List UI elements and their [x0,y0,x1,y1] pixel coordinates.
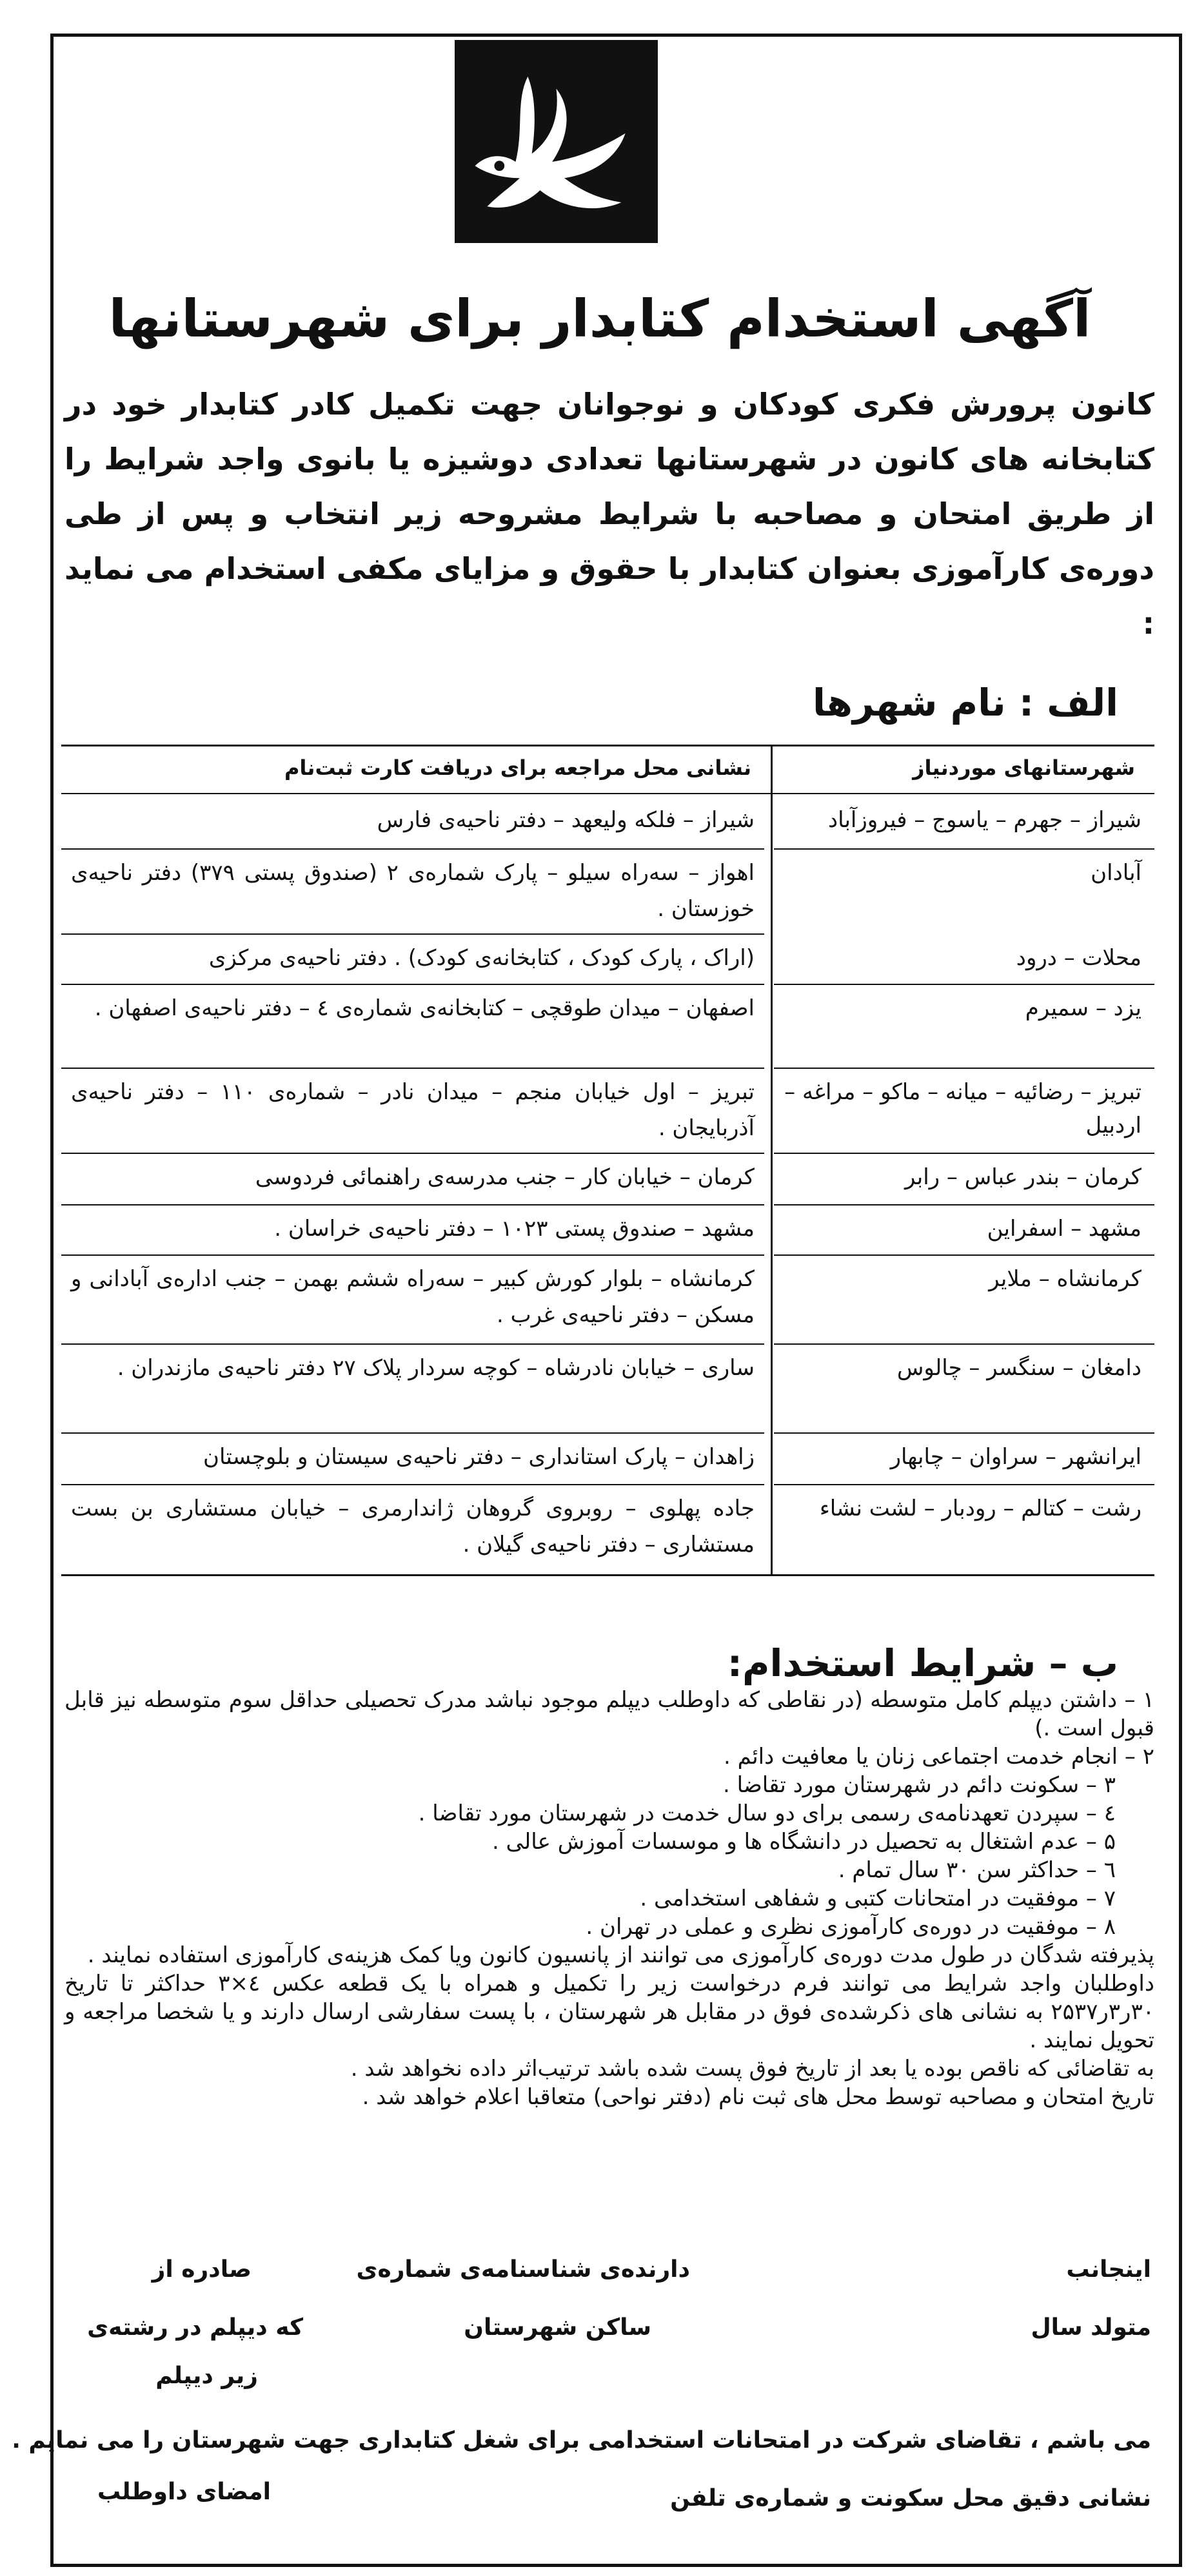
form-label-below-diploma: زیر دیپلم [155,2363,258,2389]
table-row [61,1485,1154,1576]
section-b-heading: ب – شرایط استخدام: [727,1641,1118,1685]
condition-item: ٦ – حداکثر سن ۳۰ سال تمام . [838,1857,1116,1883]
row-address: کرمان – خیابان کار – جنب مدرسه‌ی راهنمائی فردوسی [255,1164,755,1190]
column-header-cities: شهرستانهای موردنیاز [913,756,1135,780]
form-label-resident-of: ساکن شهرستان [464,2314,651,2341]
row-city: یزد – سمیرم [1025,995,1142,1021]
row-city: تبریز – رضائیه – میانه – ماکو – مراغه – اردبیل [784,1079,1142,1138]
form-label-undersigned: اینجانب [1066,2256,1151,2283]
form-label-id-holder: دارنده‌ی شناسنامه‌ی شماره‌ی [356,2256,690,2283]
row-city: محلات – درود [1016,945,1142,971]
row-city: مشهد – اسفراین [987,1216,1142,1242]
kanoon-bird-logo [455,40,658,243]
application-form [12,2256,1154,2553]
form-label-born-year: متولد سال [1031,2314,1151,2341]
note-incomplete: به تقاضائی که ناقص بوده یا بعد از تاریخ فوق پست شده باشد ترتیب‌اثر داده نخواهد شد . [350,2056,1154,2082]
row-address: زاهدان – پارک استانداری – دفتر ناحیه‌ی سیستان و بلوچستان [203,1444,755,1470]
condition-item: ۵ – عدم اشتغال به تحصیل در دانشگاه ها و موسسات آموزش عالی . [491,1829,1116,1855]
table-row [61,1256,1154,1345]
ad-title: آگهی استخدام کتابدار برای شهرستانها [108,289,1091,349]
condition-item: ۱ – داشتن دیپلم کامل متوسطه (در نقاطی که داوطلب دیپلم موجود نباشد مدرک تحصیلی حداقل سوم متوسطه نیز قابل قبول است .) [64,1687,1154,1741]
column-header-address: نشانی محل مراجعه برای دریافت کارت ثبت‌نام [284,756,751,780]
form-request-text: می باشم ، تقاضای شرکت در امتحانات استخدامی برای شغل کتابداری جهت شهرستان را می نمایم . [12,2427,1151,2454]
row-city: رشت – کتالم – رودبار – لشت نشاء [819,1496,1142,1521]
row-address: ساری – خیابان نادرشاه – کوچه سردار پلاک ۲۷ دفتر ناحیه‌ی مازندران . [117,1355,755,1381]
row-city: کرمان – بندر عباس – رابر [904,1164,1142,1190]
cities-table [61,745,1154,1576]
section-a-heading: الف : نام شهرها [813,681,1118,725]
row-address: اهواز – سه‌راه سیلو – پارک شماره‌ی ۲ (صندوق پستی ۳۷۹) دفتر ناحیه‌ی خوزستان . [71,860,755,922]
form-label-signature: امضای داوطلب [97,2479,271,2505]
table-row [61,797,1154,850]
row-address: اصفهان – میدان طوقچی – کتابخانه‌ی شماره‌ی ٤ – دفتر ناحیه‌ی اصفهان . [94,995,755,1021]
table-row [61,1205,1154,1256]
row-address: (اراک ، پارک کودک ، کتابخانه‌ی کودک) . دفتر ناحیه‌ی مرکزی [208,945,755,971]
row-city: شیراز – جهرم – یاسوج – فیروزآباد [827,807,1142,833]
table-row [61,1345,1154,1434]
row-city: ایرانشهر – سراوان – چابهار [890,1444,1142,1470]
table-row [61,935,1154,985]
note-trainees: پذیرفته شدگان در طول مدت دوره‌ی کارآموزی می توانند از پانسیون کانون ویا کمک هزینه‌ی کارآموزی استفاده نمایند . [87,1942,1154,1968]
note-dates: تاریخ امتحان و مصاحبه توسط محل های ثبت نام (دفتر نواحی) متعاقبا اعلام خواهد شد . [362,2084,1154,2110]
table-row [61,985,1154,1069]
intro-paragraph: کانون پرورش فکری کودکان و نوجوانان جهت تکمیل کادر کتابدار خود در کتابخانه های کانون در شهرستانها تعدادی دوشیزه یا بانوی واجد شرایط را از طریق امتحان و مصاحبه با شرایط مشروحه زیر انتخاب و پس از طی دوره‌ی کارآموزی بعنوان کتابدار با حقوق و مزایای مکفی استخدام می نماید : [64,387,1154,641]
row-city: آبادان [1091,860,1142,886]
row-address: شیراز – فلکه ولیعهد – دفتر ناحیه‌ی فارس [377,807,755,833]
table-row [61,850,1154,935]
row-address: مشهد – صندوق پستی ۱۰۲۳ – دفتر ناحیه‌ی خراسان . [274,1216,755,1242]
condition-item: ۷ – موفقیت در امتحانات کتبی و شفاهی استخدامی . [640,1886,1116,1911]
table-header-divider [61,793,1154,794]
condition-item: ۸ – موفقیت در دوره‌ی کارآموزی نظری و عملی در تهران . [586,1914,1116,1940]
row-address: کرمانشاه – بلوار کورش کبیر – سه‌راه ششم بهمن – جنب اداره‌ی آبادانی و مسکن – دفتر ناحیه‌ی غرب . [71,1266,755,1328]
row-address: جاده پهلوی – روبروی گروهان ژاندارمری – خیابان مستشاری بن بست مستشاری – دفتر ناحیه‌ی گیلان . [71,1496,755,1557]
condition-item: ٤ – سپردن تعهدنامه‌ی رسمی برای دو سال خدمت در شهرستان مورد تقاضا . [418,1800,1116,1826]
row-city: دامغان – سنگسر – چالوس [896,1355,1142,1381]
condition-item: ۳ – سکونت دائم در شهرستان مورد تقاضا . [722,1772,1116,1798]
form-label-address-phone: نشانی دقیق محل سکونت و شماره‌ی تلفن [670,2485,1151,2512]
table-row [61,1069,1154,1154]
row-address: تبریز – اول خیابان منجم – میدان نادر – شماره‌ی ۱۱۰ – دفتر ناحیه‌ی آذربایجان . [71,1079,755,1141]
form-label-issued-from: صادره از [152,2256,252,2283]
condition-item: ۲ – انجام خدمت اجتماعی زنان یا معافیت دائم . [723,1744,1154,1770]
row-city: کرمانشاه – ملایر [989,1266,1142,1292]
form-label-diploma: که دیپلم در رشته‌ی [87,2314,303,2341]
table-row [61,1154,1154,1205]
note-apply: داوطلبان واجد شرایط می توانند فرم درخواست زیر را تکمیل و همراه با یک قطعه عکس ٤×۳ حداکثر تا تاریخ ۳۰ر۳ر۲۵۳۷ به نشانی های ذکرشده‌ی فوق در مقابل هر شهرستان ، با پست سفارشی ارسال دارند و یا شخصا مراجعه و تحویل نمایند . [64,1971,1154,2053]
conditions-list [64,1686,1154,2111]
logo-bird-eye [494,161,504,171]
table-row [61,1434,1154,1485]
